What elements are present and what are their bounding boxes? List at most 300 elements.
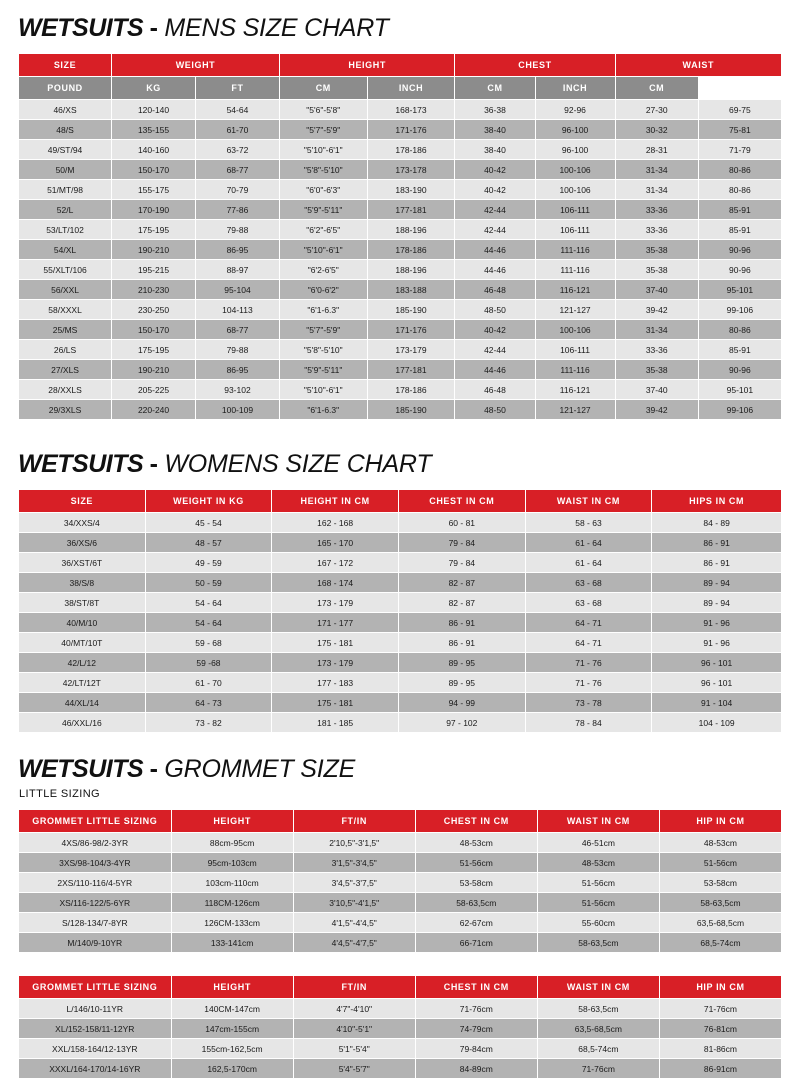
grommet-b-header-3: CHEST IN CM — [415, 976, 537, 999]
womens-cell-0-4: 58 - 63 — [525, 513, 652, 533]
grommet-b-cell-3-3: 84-89cm — [415, 1059, 537, 1079]
table-row — [19, 180, 782, 200]
grommet-a-cell-4-0: S/128-134/7-8YR — [19, 913, 172, 933]
grommet-b-cell-1-5: 76-81cm — [659, 1019, 781, 1039]
womens-cell-2-1: 49 - 59 — [145, 553, 272, 573]
mens-cell-3-3: "5'8"-5'10" — [279, 160, 367, 180]
table-row — [19, 693, 782, 713]
mens-cell-4-4: 183-190 — [367, 180, 455, 200]
mens-cell-0-8: 69-75 — [698, 100, 781, 120]
grommet-b-cell-3-1: 162,5-170cm — [171, 1059, 293, 1079]
mens-cell-4-7: 31-34 — [615, 180, 698, 200]
mens-cell-6-5: 42-44 — [455, 220, 535, 240]
mens-cell-2-2: 63-72 — [196, 140, 280, 160]
mens-cell-5-1: 170-190 — [112, 200, 196, 220]
womens-cell-6-5: 91 - 96 — [652, 633, 782, 653]
womens-cell-1-4: 61 - 64 — [525, 533, 652, 553]
mens-cell-12-0: 26/LS — [19, 340, 112, 360]
womens-cell-9-3: 94 - 99 — [398, 693, 525, 713]
mens-cell-1-8: 75-81 — [698, 120, 781, 140]
mens-cell-12-5: 42-44 — [455, 340, 535, 360]
womens-cell-3-4: 63 - 68 — [525, 573, 652, 593]
mens-cell-0-6: 92-96 — [535, 100, 615, 120]
mens-cell-3-5: 40-42 — [455, 160, 535, 180]
grommet-b-cell-3-2: 5'4"-5'7" — [293, 1059, 415, 1079]
womens-cell-8-3: 89 - 95 — [398, 673, 525, 693]
mens-cell-6-3: "6'2"-6'5" — [279, 220, 367, 240]
mens-cell-5-8: 85-91 — [698, 200, 781, 220]
mens-cell-0-3: "5'6"-5'8" — [279, 100, 367, 120]
grommet-b-cell-1-3: 74-79cm — [415, 1019, 537, 1039]
mens-cell-10-6: 121-127 — [535, 300, 615, 320]
mens-cell-7-6: 111-116 — [535, 240, 615, 260]
womens-cell-8-2: 177 - 183 — [272, 673, 399, 693]
womens-cell-7-0: 42/L/12 — [19, 653, 146, 673]
womens-cell-7-1: 59 -68 — [145, 653, 272, 673]
mens-cell-8-4: 188-196 — [367, 260, 455, 280]
table-row — [19, 933, 782, 953]
table-row — [19, 160, 782, 180]
womens-cell-9-1: 64 - 73 — [145, 693, 272, 713]
mens-cell-8-6: 111-116 — [535, 260, 615, 280]
mens-cell-11-3: "5'7"-5'9" — [279, 320, 367, 340]
womens-cell-9-5: 91 - 104 — [652, 693, 782, 713]
grommet-b-header-row — [19, 976, 782, 999]
mens-cell-2-5: 38-40 — [455, 140, 535, 160]
mens-cell-8-7: 35-38 — [615, 260, 698, 280]
mens-cell-9-3: "6'0-6'2" — [279, 280, 367, 300]
womens-cell-5-4: 64 - 71 — [525, 613, 652, 633]
mens-cell-5-0: 52/L — [19, 200, 112, 220]
mens-cell-3-8: 80-86 — [698, 160, 781, 180]
mens-cell-8-1: 195-215 — [112, 260, 196, 280]
table-row — [19, 1039, 782, 1059]
womens-cell-9-0: 44/XL/14 — [19, 693, 146, 713]
grommet-a-header-4: WAIST IN CM — [537, 810, 659, 833]
womens-cell-6-1: 59 - 68 — [145, 633, 272, 653]
mens-cell-1-3: "5'7"-5'9" — [279, 120, 367, 140]
womens-cell-7-2: 173 - 179 — [272, 653, 399, 673]
mens-cell-13-5: 44-46 — [455, 360, 535, 380]
mens-cell-3-1: 150-170 — [112, 160, 196, 180]
mens-cell-4-1: 155-175 — [112, 180, 196, 200]
mens-unit-header-row — [19, 77, 782, 100]
mens-cell-6-8: 85-91 — [698, 220, 781, 240]
grommet-b-header-0: GROMMET LITTLE SIZING — [19, 976, 172, 999]
womens-header-1: WEIGHT IN KG — [145, 490, 272, 513]
mens-cell-11-5: 40-42 — [455, 320, 535, 340]
mens-cell-13-4: 177-181 — [367, 360, 455, 380]
mens-cell-11-1: 150-170 — [112, 320, 196, 340]
grommet-subtitle: LITTLE SIZING — [19, 788, 100, 800]
grommet-b-header-1: HEIGHT — [171, 976, 293, 999]
table-row — [19, 833, 782, 853]
grommet-b-cell-2-3: 79-84cm — [415, 1039, 537, 1059]
mens-cell-4-2: 70-79 — [196, 180, 280, 200]
mens-cell-12-2: 79-88 — [196, 340, 280, 360]
grommet-b-cell-0-2: 4'7"-4'10" — [293, 999, 415, 1019]
womens-header-4: WAIST IN CM — [525, 490, 652, 513]
table-row — [19, 1019, 782, 1039]
womens-cell-8-0: 42/LT/12T — [19, 673, 146, 693]
mens-cell-15-2: 100-109 — [196, 400, 280, 420]
table-row — [19, 240, 782, 260]
mens-cell-15-5: 48-50 — [455, 400, 535, 420]
grommet-b-cell-0-0: L/146/10-11YR — [19, 999, 172, 1019]
title-dash: - — [149, 14, 158, 42]
womens-cell-1-3: 79 - 84 — [398, 533, 525, 553]
grommet-a-cell-0-5: 48-53cm — [659, 833, 781, 853]
mens-cell-10-3: "6'1-6.3" — [279, 300, 367, 320]
grommet-a-header-5: HIP IN CM — [659, 810, 781, 833]
womens-cell-6-2: 175 - 181 — [272, 633, 399, 653]
mens-cell-11-8: 80-86 — [698, 320, 781, 340]
mens-cell-13-3: "5'9"-5'11" — [279, 360, 367, 380]
mens-cell-11-0: 25/MS — [19, 320, 112, 340]
table-row — [19, 1059, 782, 1079]
table-row — [19, 613, 782, 633]
mens-cell-9-0: 56/XXL — [19, 280, 112, 300]
womens-cell-9-4: 73 - 78 — [525, 693, 652, 713]
mens-cell-6-0: 53/LT/102 — [19, 220, 112, 240]
grommet-b-cell-1-1: 147cm-155cm — [171, 1019, 293, 1039]
grommet-a-cell-0-4: 46-51cm — [537, 833, 659, 853]
grommet-a-table-body — [19, 833, 782, 953]
grommet-a-cell-5-5: 68,5-74cm — [659, 933, 781, 953]
mens-cell-0-5: 36-38 — [455, 100, 535, 120]
mens-cell-13-6: 111-116 — [535, 360, 615, 380]
grommet-a-header-2: FT/IN — [293, 810, 415, 833]
mens-cell-8-0: 55/XLT/106 — [19, 260, 112, 280]
mens-cell-5-3: "5'9"-5'11" — [279, 200, 367, 220]
mens-cell-3-4: 173-178 — [367, 160, 455, 180]
mens-cell-4-3: "6'0"-6'3" — [279, 180, 367, 200]
womens-cell-3-5: 89 - 94 — [652, 573, 782, 593]
womens-cell-8-4: 71 - 76 — [525, 673, 652, 693]
grommet-a-header-1: HEIGHT — [171, 810, 293, 833]
womens-cell-0-3: 60 - 81 — [398, 513, 525, 533]
mens-unit-inch-chest: INCH — [367, 77, 455, 100]
mens-cell-13-2: 86-95 — [196, 360, 280, 380]
womens-cell-5-1: 54 - 64 — [145, 613, 272, 633]
mens-cell-7-4: 178-186 — [367, 240, 455, 260]
grommet-b-cell-2-2: 5'1"-5'4" — [293, 1039, 415, 1059]
mens-section — [18, 14, 782, 420]
mens-cell-10-4: 185-190 — [367, 300, 455, 320]
brand-wordmark: WETSUITS — [18, 14, 144, 42]
mens-cell-11-7: 31-34 — [615, 320, 698, 340]
table-row — [19, 713, 782, 733]
mens-header-waist: WAIST — [615, 54, 781, 77]
grommet-b-header-4: WAIST IN CM — [537, 976, 659, 999]
womens-cell-4-2: 173 - 179 — [272, 593, 399, 613]
mens-cell-9-2: 95-104 — [196, 280, 280, 300]
mens-cell-5-6: 106-111 — [535, 200, 615, 220]
mens-title — [18, 14, 782, 43]
grommet-a-cell-1-2: 3'1,5"-3'4,5" — [293, 853, 415, 873]
womens-cell-2-2: 167 - 172 — [272, 553, 399, 573]
mens-cell-14-6: 116-121 — [535, 380, 615, 400]
womens-size-table — [18, 489, 782, 733]
mens-cell-12-7: 33-36 — [615, 340, 698, 360]
mens-group-header-row — [19, 54, 782, 77]
mens-cell-7-2: 86-95 — [196, 240, 280, 260]
mens-cell-15-7: 39-42 — [615, 400, 698, 420]
grommet-a-header-3: CHEST IN CM — [415, 810, 537, 833]
grommet-b-cell-3-4: 71-76cm — [537, 1059, 659, 1079]
womens-cell-3-3: 82 - 87 — [398, 573, 525, 593]
womens-section — [18, 450, 782, 733]
womens-title-text: WOMENS SIZE CHART — [164, 450, 432, 478]
table-row — [19, 360, 782, 380]
womens-cell-1-5: 86 - 91 — [652, 533, 782, 553]
mens-cell-1-2: 61-70 — [196, 120, 280, 140]
grommet-b-cell-2-5: 81-86cm — [659, 1039, 781, 1059]
mens-cell-13-7: 35-38 — [615, 360, 698, 380]
grommet-b-cell-2-0: XXL/158-164/12-13YR — [19, 1039, 172, 1059]
womens-cell-10-0: 46/XXL/16 — [19, 713, 146, 733]
mens-cell-2-4: 178-186 — [367, 140, 455, 160]
womens-cell-1-1: 48 - 57 — [145, 533, 272, 553]
womens-cell-4-3: 82 - 87 — [398, 593, 525, 613]
brand-wordmark: WETSUITS — [18, 450, 144, 478]
womens-cell-3-1: 50 - 59 — [145, 573, 272, 593]
grommet-size-table-a — [18, 809, 782, 953]
grommet-a-cell-5-2: 4'4,5"-4'7,5" — [293, 933, 415, 953]
womens-cell-3-0: 38/S/8 — [19, 573, 146, 593]
grommet-title-text: GROMMET SIZE — [164, 755, 356, 783]
mens-unit-inch-waist: INCH — [535, 77, 615, 100]
mens-cell-9-7: 37-40 — [615, 280, 698, 300]
mens-cell-4-6: 100-106 — [535, 180, 615, 200]
mens-cell-9-8: 95-101 — [698, 280, 781, 300]
table-row — [19, 340, 782, 360]
womens-cell-7-5: 96 - 101 — [652, 653, 782, 673]
table-row — [19, 593, 782, 613]
grommet-b-cell-0-1: 140CM-147cm — [171, 999, 293, 1019]
womens-cell-0-0: 34/XXS/4 — [19, 513, 146, 533]
grommet-a-cell-3-3: 58-63,5cm — [415, 893, 537, 913]
brand-wordmark: WETSUITS — [18, 755, 144, 783]
mens-cell-4-5: 40-42 — [455, 180, 535, 200]
mens-cell-2-6: 96-100 — [535, 140, 615, 160]
table-row — [19, 653, 782, 673]
mens-cell-15-4: 185-190 — [367, 400, 455, 420]
mens-cell-9-4: 183-188 — [367, 280, 455, 300]
table-row — [19, 260, 782, 280]
grommet-size-table-b — [18, 975, 782, 1079]
mens-header-weight: WEIGHT — [112, 54, 280, 77]
grommet-b-cell-0-4: 58-63,5cm — [537, 999, 659, 1019]
grommet-a-cell-1-0: 3XS/98-104/3-4YR — [19, 853, 172, 873]
mens-cell-7-3: "5'10"-6'1" — [279, 240, 367, 260]
mens-unit-cm-waist: CM — [615, 77, 698, 100]
mens-title-text: MENS SIZE CHART — [164, 14, 389, 42]
womens-cell-10-5: 104 - 109 — [652, 713, 782, 733]
grommet-a-cell-0-2: 2'10,5"-3'1,5" — [293, 833, 415, 853]
grommet-a-cell-1-5: 51-56cm — [659, 853, 781, 873]
mens-cell-1-6: 96-100 — [535, 120, 615, 140]
womens-cell-8-1: 61 - 70 — [145, 673, 272, 693]
grommet-a-cell-1-1: 95cm-103cm — [171, 853, 293, 873]
womens-cell-9-2: 175 - 181 — [272, 693, 399, 713]
grommet-a-cell-3-2: 3'10,5"-4'1,5" — [293, 893, 415, 913]
womens-cell-10-2: 181 - 185 — [272, 713, 399, 733]
womens-title — [18, 450, 782, 479]
womens-cell-6-4: 64 - 71 — [525, 633, 652, 653]
table-row — [19, 513, 782, 533]
mens-cell-2-1: 140-160 — [112, 140, 196, 160]
table-row — [19, 553, 782, 573]
mens-size-table — [18, 53, 782, 420]
mens-cell-1-5: 38-40 — [455, 120, 535, 140]
grommet-a-cell-3-5: 58-63,5cm — [659, 893, 781, 913]
mens-cell-10-7: 39-42 — [615, 300, 698, 320]
mens-cell-8-8: 90-96 — [698, 260, 781, 280]
mens-cell-4-0: 51/MT/98 — [19, 180, 112, 200]
grommet-a-cell-1-3: 51-56cm — [415, 853, 537, 873]
mens-cell-0-4: 168-173 — [367, 100, 455, 120]
mens-cell-0-7: 27-30 — [615, 100, 698, 120]
grommet-b-cell-0-3: 71-76cm — [415, 999, 537, 1019]
mens-cell-14-4: 178-186 — [367, 380, 455, 400]
grommet-a-cell-0-3: 48-53cm — [415, 833, 537, 853]
grommet-a-header-row — [19, 810, 782, 833]
womens-header-row — [19, 490, 782, 513]
mens-cell-13-8: 90-96 — [698, 360, 781, 380]
table-row — [19, 300, 782, 320]
mens-cell-14-0: 28/XXLS — [19, 380, 112, 400]
table-row — [19, 220, 782, 240]
table-row — [19, 633, 782, 653]
mens-cell-7-8: 90-96 — [698, 240, 781, 260]
grommet-a-cell-3-0: XS/116-122/5-6YR — [19, 893, 172, 913]
womens-cell-6-0: 40/MT/10T — [19, 633, 146, 653]
mens-cell-14-1: 205-225 — [112, 380, 196, 400]
mens-cell-8-5: 44-46 — [455, 260, 535, 280]
grommet-a-cell-2-0: 2XS/110-116/4-5YR — [19, 873, 172, 893]
mens-cell-9-5: 46-48 — [455, 280, 535, 300]
womens-cell-2-3: 79 - 84 — [398, 553, 525, 573]
womens-cell-1-0: 36/XS/6 — [19, 533, 146, 553]
mens-cell-3-7: 31-34 — [615, 160, 698, 180]
mens-cell-5-7: 33-36 — [615, 200, 698, 220]
table-row — [19, 280, 782, 300]
grommet-a-cell-3-1: 118CM-126cm — [171, 893, 293, 913]
womens-cell-4-4: 63 - 68 — [525, 593, 652, 613]
womens-cell-4-5: 89 - 94 — [652, 593, 782, 613]
mens-cell-0-0: 46/XS — [19, 100, 112, 120]
mens-cell-14-5: 46-48 — [455, 380, 535, 400]
grommet-title — [18, 755, 782, 784]
mens-cell-1-0: 48/S — [19, 120, 112, 140]
table-row — [19, 673, 782, 693]
grommet-b-cell-2-4: 68,5-74cm — [537, 1039, 659, 1059]
mens-unit-cm-height: CM — [279, 77, 367, 100]
mens-cell-0-1: 120-140 — [112, 100, 196, 120]
mens-cell-7-1: 190-210 — [112, 240, 196, 260]
table-row — [19, 140, 782, 160]
womens-header-0: SIZE — [19, 490, 146, 513]
grommet-a-cell-0-0: 4XS/86-98/2-3YR — [19, 833, 172, 853]
mens-cell-3-6: 100-106 — [535, 160, 615, 180]
grommet-b-table-body — [19, 999, 782, 1079]
grommet-a-cell-4-2: 4'1,5"-4'4,5" — [293, 913, 415, 933]
mens-cell-6-7: 33-36 — [615, 220, 698, 240]
mens-cell-15-8: 99-106 — [698, 400, 781, 420]
mens-cell-6-1: 175-195 — [112, 220, 196, 240]
grommet-b-cell-2-1: 155cm-162,5cm — [171, 1039, 293, 1059]
womens-cell-0-5: 84 - 89 — [652, 513, 782, 533]
grommet-a-cell-4-3: 62-67cm — [415, 913, 537, 933]
mens-unit-kg: KG — [112, 77, 196, 100]
table-row — [19, 873, 782, 893]
mens-cell-2-8: 71-79 — [698, 140, 781, 160]
mens-unit-cm-chest: CM — [455, 77, 535, 100]
mens-cell-12-1: 175-195 — [112, 340, 196, 360]
mens-cell-14-7: 37-40 — [615, 380, 698, 400]
womens-cell-7-3: 89 - 95 — [398, 653, 525, 673]
mens-cell-10-0: 58/XXXL — [19, 300, 112, 320]
grommet-a-cell-5-0: M/140/9-10YR — [19, 933, 172, 953]
womens-cell-10-4: 78 - 84 — [525, 713, 652, 733]
mens-cell-10-5: 48-50 — [455, 300, 535, 320]
mens-cell-5-4: 177-181 — [367, 200, 455, 220]
womens-cell-5-2: 171 - 177 — [272, 613, 399, 633]
mens-cell-10-8: 99-106 — [698, 300, 781, 320]
mens-cell-14-8: 95-101 — [698, 380, 781, 400]
mens-cell-2-3: "5'10"-6'1" — [279, 140, 367, 160]
womens-cell-6-3: 86 - 91 — [398, 633, 525, 653]
womens-cell-10-1: 73 - 82 — [145, 713, 272, 733]
grommet-b-cell-1-4: 63,5-68,5cm — [537, 1019, 659, 1039]
mens-cell-1-7: 30-32 — [615, 120, 698, 140]
mens-cell-0-2: 54-64 — [196, 100, 280, 120]
table-row — [19, 400, 782, 420]
grommet-a-cell-4-1: 126CM-133cm — [171, 913, 293, 933]
mens-cell-3-0: 50/M — [19, 160, 112, 180]
mens-cell-9-6: 116-121 — [535, 280, 615, 300]
mens-cell-5-2: 77-86 — [196, 200, 280, 220]
table-row — [19, 380, 782, 400]
grommet-a-cell-2-2: 3'4,5"-3'7,5" — [293, 873, 415, 893]
womens-cell-5-5: 91 - 96 — [652, 613, 782, 633]
grommet-b-header-2: FT/IN — [293, 976, 415, 999]
mens-cell-12-3: "5'8"-5'10" — [279, 340, 367, 360]
mens-cell-13-1: 190-210 — [112, 360, 196, 380]
mens-unit-pound: POUND — [19, 77, 112, 100]
mens-cell-14-3: "5'10"-6'1" — [279, 380, 367, 400]
womens-cell-8-5: 96 - 101 — [652, 673, 782, 693]
grommet-a-cell-2-1: 103cm-110cm — [171, 873, 293, 893]
grommet-a-cell-5-4: 58-63,5cm — [537, 933, 659, 953]
mens-cell-13-0: 27/XLS — [19, 360, 112, 380]
table-row — [19, 320, 782, 340]
mens-header-height: HEIGHT — [279, 54, 454, 77]
womens-cell-4-1: 54 - 64 — [145, 593, 272, 613]
womens-cell-0-2: 162 - 168 — [272, 513, 399, 533]
mens-cell-5-5: 42-44 — [455, 200, 535, 220]
womens-cell-1-2: 165 - 170 — [272, 533, 399, 553]
womens-cell-7-4: 71 - 76 — [525, 653, 652, 673]
mens-cell-8-3: "6'2-6'5" — [279, 260, 367, 280]
grommet-a-cell-4-4: 55-60cm — [537, 913, 659, 933]
grommet-a-cell-0-1: 88cm-95cm — [171, 833, 293, 853]
table-row — [19, 913, 782, 933]
womens-cell-2-0: 36/XST/6T — [19, 553, 146, 573]
grommet-b-cell-3-0: XXXL/164-170/14-16YR — [19, 1059, 172, 1079]
mens-cell-12-4: 173-179 — [367, 340, 455, 360]
